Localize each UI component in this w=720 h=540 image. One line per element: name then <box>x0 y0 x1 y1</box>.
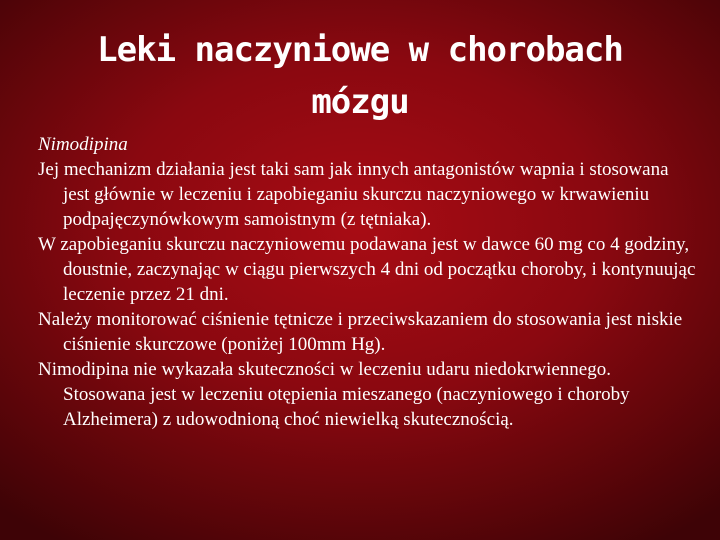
efficacy-paragraph: Nimodipina nie wykazała skuteczności w leczeniu udaru niedokrwiennego. Stosowana jest w leczeniu otępienia mieszanego (naczyniowego i choroby Alzheimera) z udowodnioną choć niewielką skutecznością. <box>38 359 630 430</box>
slide-body <box>38 132 698 432</box>
monitoring-paragraph: Należy monitorować ciśnienie tętnicze i przeciwskazaniem do stosowania jest niskie ciśnienie skurczowe (poniżej 100mm Hg). <box>38 309 683 355</box>
slide-title-line-2: mózgu <box>311 82 409 122</box>
dosage-paragraph: W zapobieganiu skurczu naczyniowemu podawana jest w dawce 60 mg co 4 godziny, doustnie, zaczynając w ciągu pierwszych 4 dni od początku choroby, i kontynuując leczenie przez 21 dni. <box>38 234 696 305</box>
slide-title <box>40 24 680 128</box>
slide-title-line-1: Leki naczyniowe w chorobach <box>97 30 623 70</box>
drug-name-heading: Nimodipina <box>38 134 128 155</box>
mechanism-paragraph: Jej mechanizm działania jest taki sam jak innych antagonistów wapnia i stosowana jest głównie w leczeniu i zapobieganiu skurczu naczyniowego w krwawieniu podpajęczynówkowym samoistnym (z tętniaka). <box>38 159 669 230</box>
